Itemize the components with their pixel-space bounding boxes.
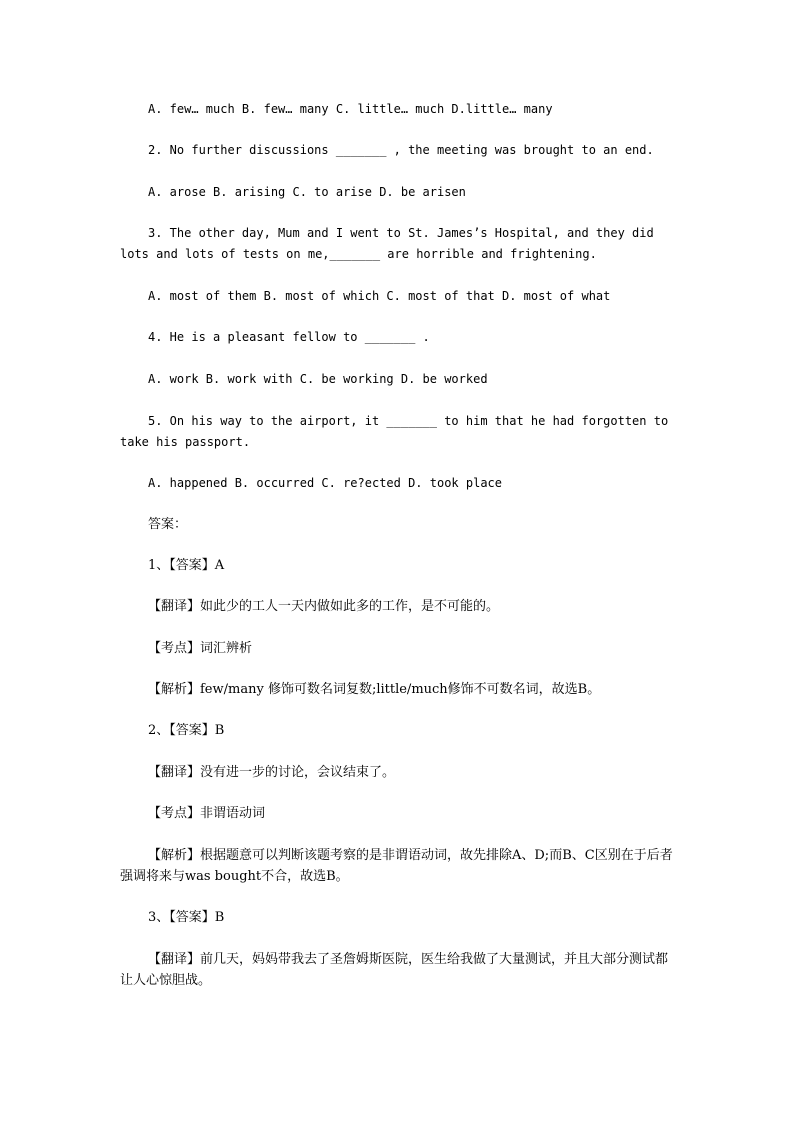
question-3-options: A. most of them B. most of which C. most of that D. most of what [148,289,611,303]
answer-1-translation: 【翻译】如此少的工人一天内做如此多的工作，是不可能的。 [148,599,500,614]
answer-2: 2、【答案】B [148,723,225,738]
question-5-options: A. happened B. occurred C. re?ected D. took place [148,476,503,490]
answer-3-translation: 【翻译】前几天，妈妈带我去了圣詹姆斯医院，医生给我做了大量测试，并且大部分测试都让人心惊胆战。 [120,952,669,988]
answer-1: 1、【答案】A [148,558,225,573]
answer-2-analysis: 【解析】根据题意可以判断该题考察的是非谓语动词，故先排除A、D;而B、C区别在于后者强调将来与was bought不合，故选B。 [120,848,673,884]
question-2-options: A. arose B. arising C. to arise D. be arisen [148,185,466,199]
answer-3: 3、【答案】B [148,910,225,925]
question-1-options: A. few… much B. few… many C. little… much D.little… many [148,102,553,116]
answers-heading: 答案： [148,517,188,532]
question-4-text: 4. He is a pleasant fellow to _______ . [148,330,430,344]
question-2-text: 2. No further discussions _______ , the meeting was brought to an end. [148,143,654,157]
question-4-options: A. work B. work with C. be working D. be worked [148,372,488,386]
answer-1-point: 【考点】词汇辨析 [148,641,253,656]
question-3-text: 3. The other day, Mum and I went to St. James’s Hospital, and they did lots and lots of tests on me,_______ are horrible and frightening. [120,226,661,261]
question-5-text: 5. On his way to the airport, it _______ to him that he had forgotten to take his passport. [120,414,676,449]
answer-2-point: 【考点】非谓语动词 [148,806,266,821]
answer-2-translation: 【翻译】没有进一步的讨论，会议结束了。 [148,765,396,780]
answer-1-analysis: 【解析】few/many 修饰可数名词复数;little/much修饰不可数名词，故选B。 [148,682,601,697]
